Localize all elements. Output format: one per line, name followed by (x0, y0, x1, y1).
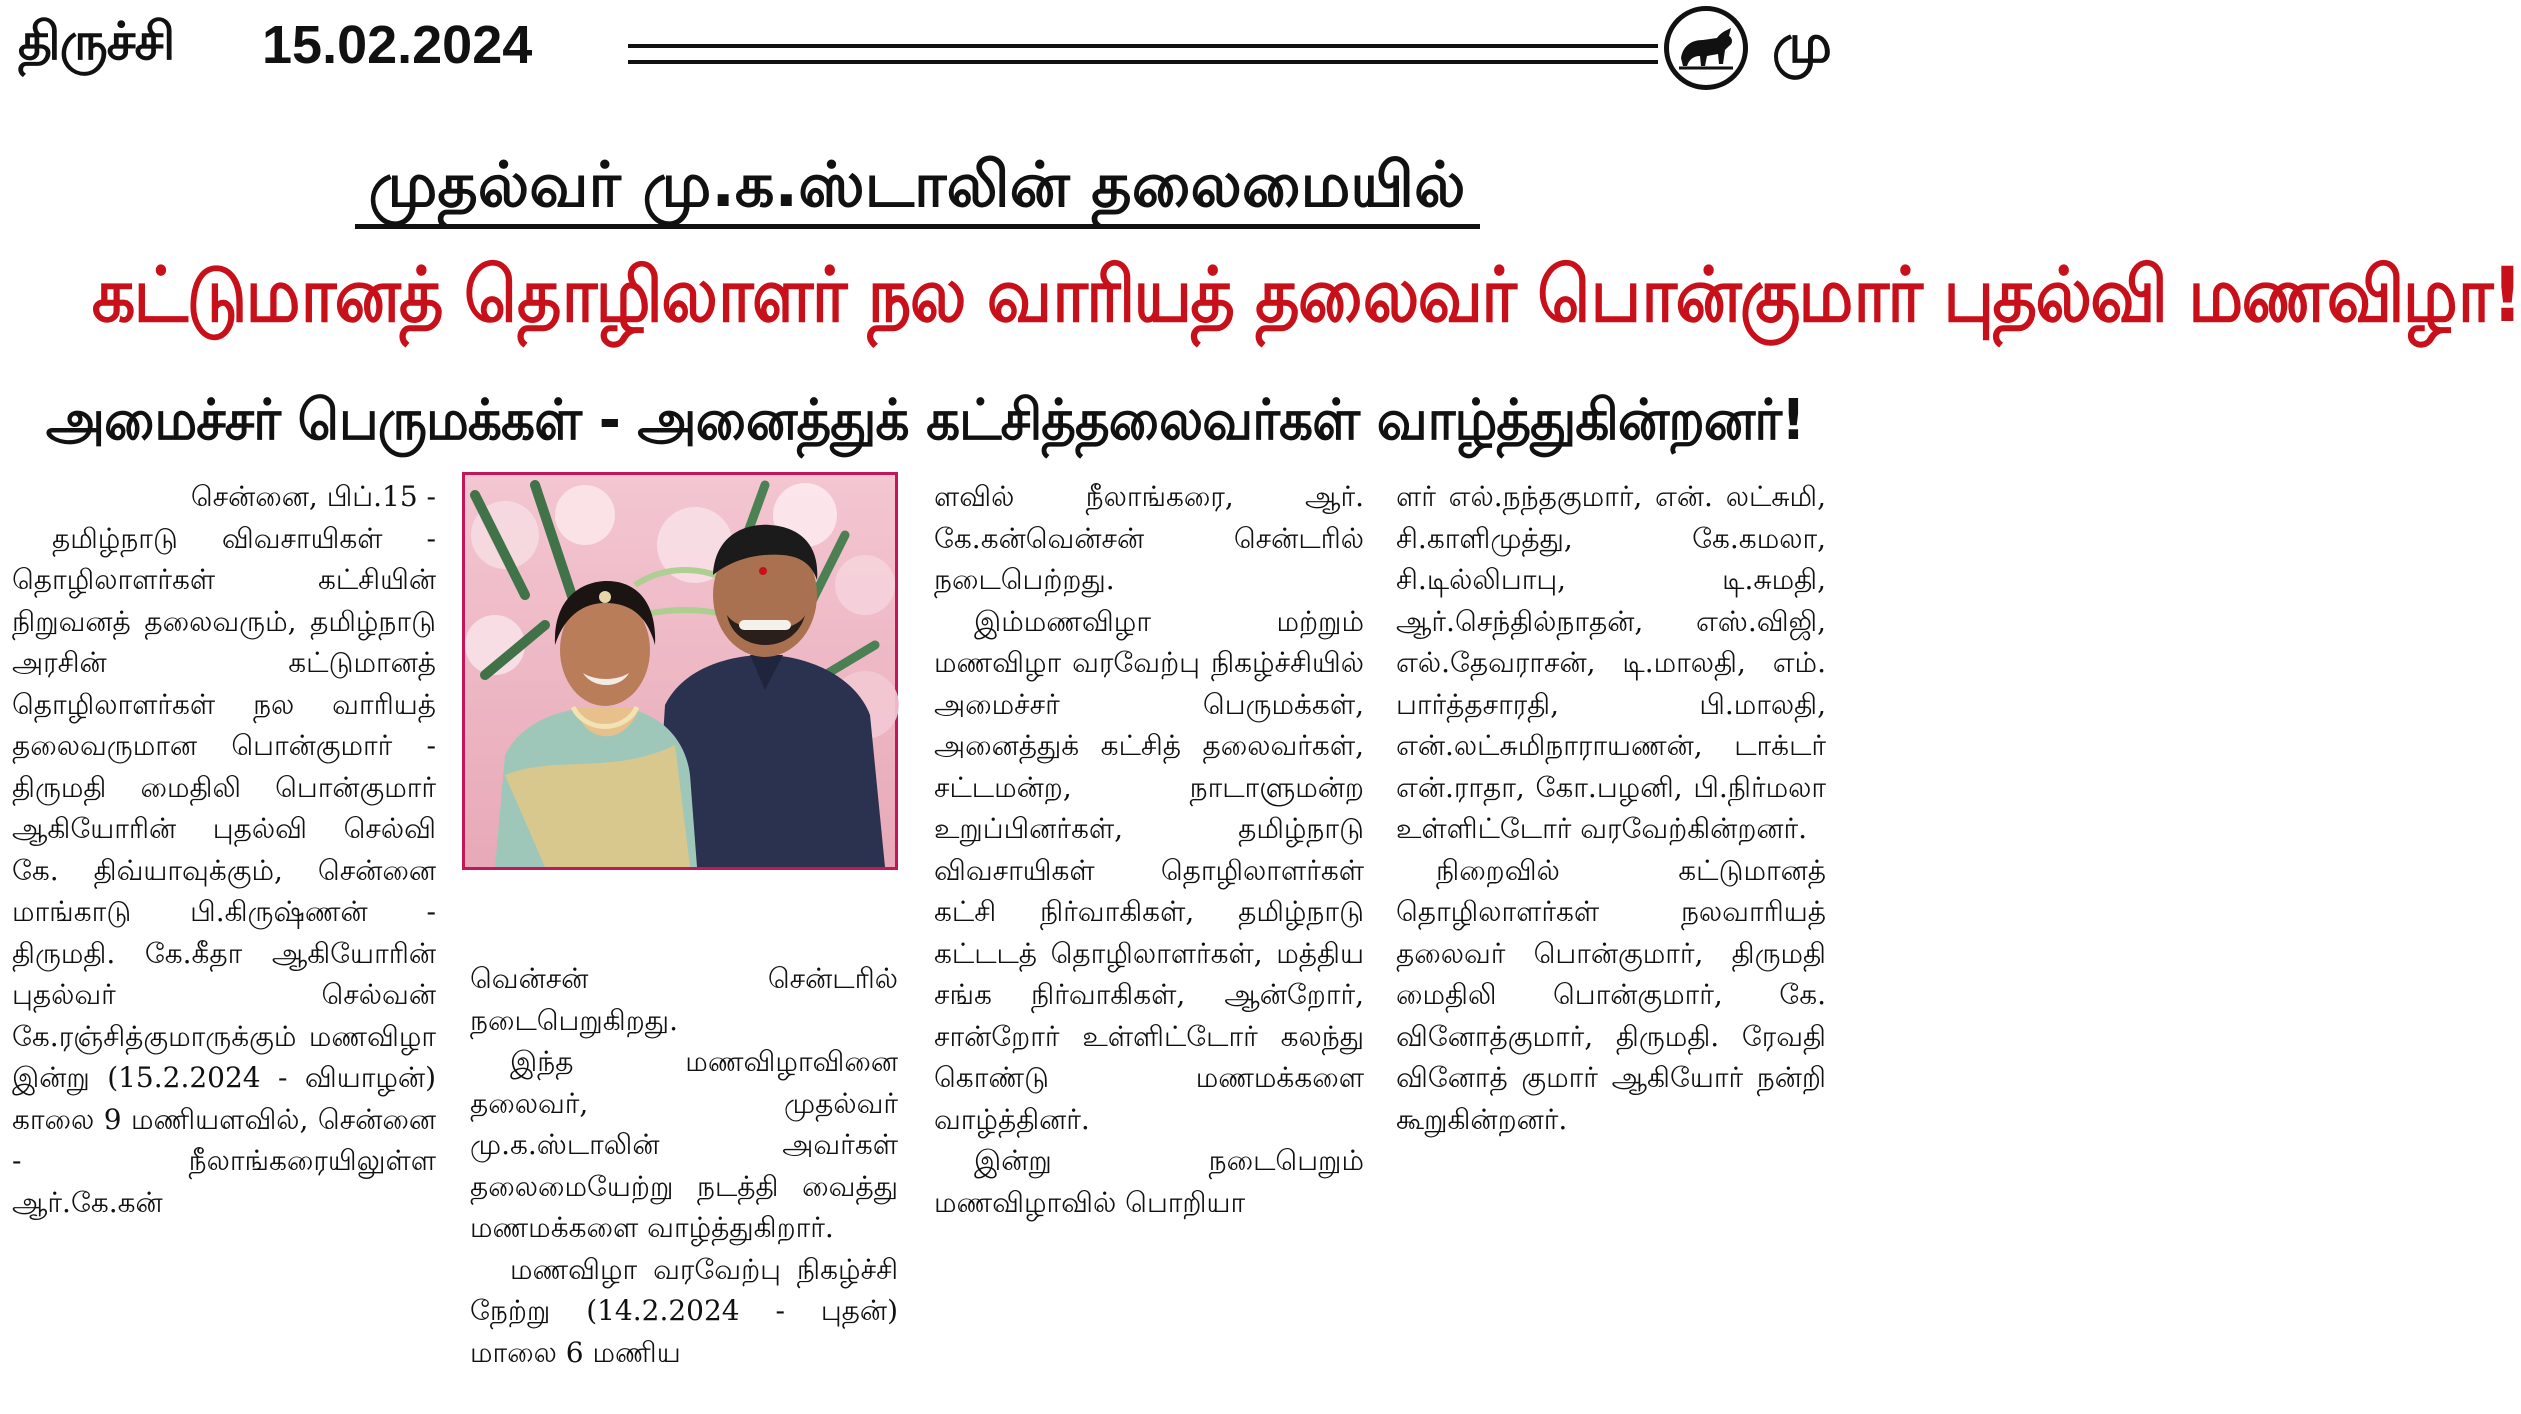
article-column-3 (934, 476, 1364, 1223)
article-column-4 (1396, 476, 1826, 1140)
article-column-1 (12, 476, 436, 1223)
paragraph: ளர் எல்.நந்தகுமார், என். லட்சுமி, சி.காளிமுத்து, கே.கமலா, சி.டில்லிபாபு, டி.சுமதி, ஆர்.செந்தில்நாதன், எஸ்.விஜி, எல்.தேவராசன், டி.மாலதி, எம். பார்த்தசாரதி, பி.மாலதி, என்.லட்சுமிநாராயணன், டாக்டர் என்.ராதா, கோ.பழனி, பி.நிர்மலா உள்ளிட்டோர் வரவேற்கின்றனர். (1396, 480, 1826, 845)
paragraph: இம்மணவிழா மற்றும் மணவிழா வரவேற்பு நிகழ்ச்சியில் அமைச்சர் பெருமக்கள், அனைத்துக் கட்சித் தலைவர்கள், சட்டமன்ற, நாடாளுமன்ற உறுப்பினர்கள், தமிழ்நாடு விவசாயிகள் தொழிலாளர்கள் கட்சி நிர்வாகிகள், தமிழ்நாடு கட்டடத் தொழிலாளர்கள், மத்திய சங்க நிர்வாகிகள், ஆன்றோர், சான்றோர் உள்ளிட்டோர் கலந்து கொண்டு மணமக்களை வாழ்த்தினர். (934, 604, 1364, 1136)
article-column-2 (470, 958, 898, 1373)
masthead-tail: மு (1772, 12, 1832, 75)
dateline: சென்னை, பிப்.15 - (190, 480, 436, 513)
bull-emblem-icon (1664, 6, 1748, 90)
kicker-heading (0, 148, 1834, 229)
paragraph: மணவிழா வரவேற்பு நிகழ்ச்சி நேற்று (14.2.2024 - புதன்) மாலை 6 மணிய (470, 1252, 898, 1369)
masthead (0, 0, 1834, 105)
masthead-date: 15.02.2024 (262, 15, 533, 75)
paragraph: நிறைவில் கட்டுமானத் தொழிலாளர்கள் நலவாரியத் தலைவர் பொன்குமார், திருமதி மைதிலி பொன்குமார், கே. வினோத்குமார், திருமதி. ரேவதி வினோத் குமார் ஆகியோர் நன்றி கூறுகின்றனர். (1396, 853, 1826, 1136)
paragraph: தமிழ்நாடு விவசாயிகள் - தொழிலாளர்கள் கட்சியின் நிறுவனத் தலைவரும், தமிழ்நாடு அரசின் கட்டுமானத் தொழிலாளர்கள் நல வாரியத் தலைவருமான பொன்குமார் - திருமதி மைதிலி பொன்குமார் ஆகியோரின் புதல்வி செல்வி கே. திவ்யாவுக்கும், சென்னை மாங்காடு பி.கிருஷ்ணன் - திருமதி. கே.கீதா ஆகியோரின் புதல்வர் செல்வன் கே.ரஞ்சித்குமாருக்கும் மணவிழா இன்று (15.2.2024 - வியாழன்) காலை 9 மணியளவில், சென்னை - நீலாங்கரையிலுள்ள ஆர்.கே.கன் (12, 521, 436, 1219)
couple-photo-image (465, 475, 895, 867)
masthead-city: திருச்சி (18, 12, 175, 72)
headline: கட்டுமானத் தொழிலாளர் நல வாரியத் தலைவர் பொன்குமார் புதல்வி மணவிழா! (91, 250, 2521, 339)
paragraph: ளவில் நீலாங்கரை, ஆர். கே.கன்வென்சன் சென்டரில் நடைபெற்றது. (934, 480, 1364, 596)
masthead-rule (628, 44, 1658, 64)
couple-photo (462, 472, 898, 870)
paragraph: இன்று நடைபெறும் மணவிழாவில் பொறியா (934, 1144, 1364, 1219)
subheadline: அமைச்சர் பெருமக்கள் - அனைத்துக் கட்சித்தலைவர்கள் வாழ்த்துகின்றனர்! (45, 388, 1805, 453)
paragraph: இந்த மணவிழாவினை தலைவர், முதல்வர் மு.க.ஸ்டாலின் அவர்கள் தலைமையேற்று நடத்தி வைத்து மணமக்களை வாழ்த்துகிறார். (470, 1045, 898, 1244)
paragraph: வென்சன் சென்டரில் நடைபெறுகிறது. (470, 962, 898, 1037)
kicker-text: முதல்வர் மு.க.ஸ்டாலின் தலைமையில் (355, 148, 1480, 229)
